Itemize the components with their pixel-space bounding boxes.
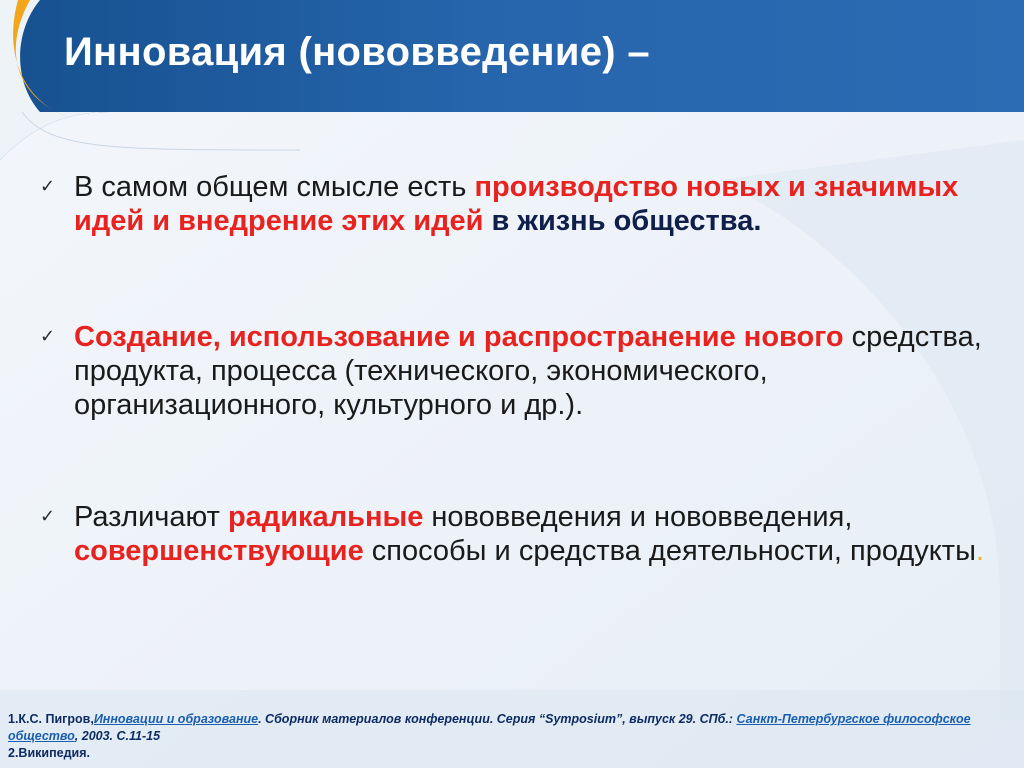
bullet-text-3-part-4: совершенствующие <box>74 535 364 567</box>
checkmark-icon: ✓ <box>40 506 56 527</box>
reference-1-title-link[interactable]: Инновации и образование <box>93 712 259 726</box>
checkmark-icon: ✓ <box>40 176 56 197</box>
slide-title: Инновация (нововведение) – <box>64 30 650 74</box>
bullet-text-3-part-3: нововведения и нововведения, <box>423 501 853 533</box>
bullet-item-2 <box>34 320 994 422</box>
bullet-text-1-part-1: В самом общем смысле есть <box>74 171 475 203</box>
bullet-text-1-part-3: в жизнь общества. <box>483 205 762 237</box>
bullet-item-1 <box>34 170 994 238</box>
reference-1-details: . Сборник материалов конференции. Серия “Symposium”, выпуск 29. СПб.: <box>258 712 737 726</box>
bullet-text-3-part-5: способы и средства деятельности, продукты <box>363 535 976 567</box>
bullet-text-2-part-1: Создание, использование и распространение нового <box>74 321 844 353</box>
checkmark-icon: ✓ <box>40 326 56 347</box>
reference-1-pages: , 2003. С.11-15 <box>74 729 161 743</box>
reference-1-publisher-link[interactable]: Санкт-Петербургское философское общество <box>8 712 971 743</box>
bullet-item-3 <box>34 500 994 568</box>
bullet-text-3-part-6: . <box>975 535 984 567</box>
reference-2: 2.Википедия. <box>8 746 90 760</box>
bullet-text-1-part-2: производство новых и значимых идей и внедрение этих идей <box>74 171 959 237</box>
references <box>8 711 1018 762</box>
bullet-text-2-part-2: средства, продукта, процесса (технического, экономического, организационного, культурного и др.). <box>74 321 982 421</box>
reference-1 <box>8 711 1018 745</box>
bullet-text-3-part-2: радикальные <box>227 501 424 533</box>
bullet-text-3-part-1: Различают <box>74 501 228 533</box>
reference-1-author: 1.К.С. Пигров, <box>8 712 94 726</box>
